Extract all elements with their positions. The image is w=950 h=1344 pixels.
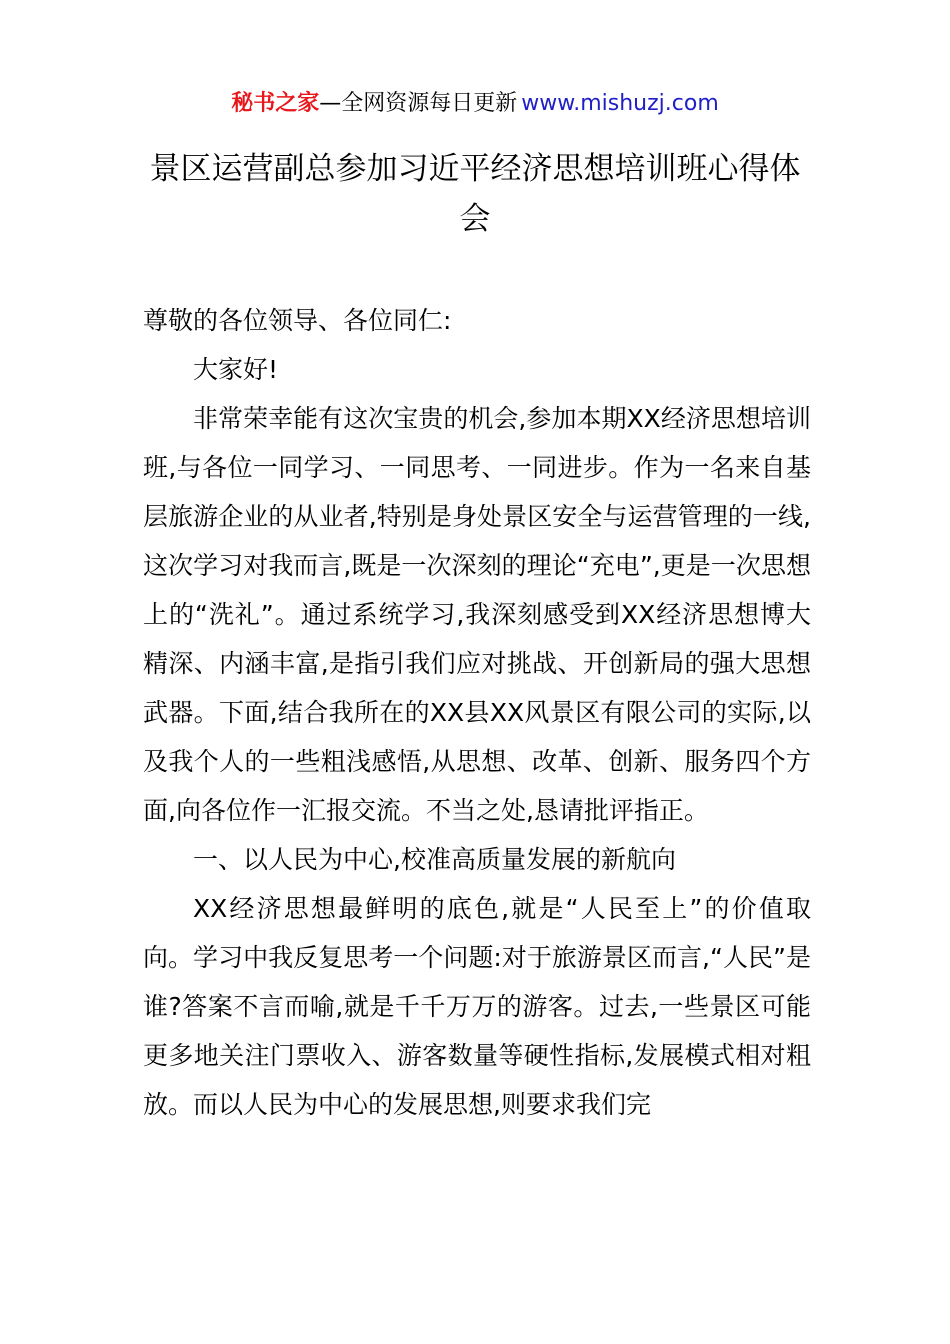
section-heading-1: 一、以人民为中心,校准高质量发展的新航向 [193,845,676,874]
site-url-link[interactable]: www.mishuzj.com [521,91,719,116]
site-tagline: —全网资源每日更新 [319,91,518,116]
greeting: 大家好! [193,355,279,384]
document-title: 景区运营副总参加习近平经济思想培训班心得体会 [149,151,801,237]
salutation: 尊敬的各位领导、各位同仁: [143,306,452,335]
paragraph-section-1: XX经济思想最鲜明的底色,就是“人民至上”的价值取向。学习中我反复思考一个问题:对于旅游景区而言,“人民”是谁?答案不言而喻,就是千千万万的游客。过去,一些景区可能更多地关注门票收入、游客数量等硬性指标,发展模式相对粗放。而以人民为中心的发展思想,则要求我们完 [143,894,811,1119]
document-body [143,296,811,1129]
site-brand: 秘书之家 [231,91,320,116]
site-header [0,86,950,122]
paragraph-intro: 非常荣幸能有这次宝贵的机会,参加本期XX经济思想培训班,与各位一同学习、一同思考、一同进步。作为一名来自基层旅游企业的从业者,特别是身处景区安全与运营管理的一线,这次学习对我而言,既是一次深刻的理论“充电”,更是一次思想上的“洗礼”。通过系统学习,我深刻感受到XX经济思想博大精深、内涵丰富,是指引我们应对挑战、开创新局的强大思想武器。下面,结合我所在的XX县XX风景区有限公司的实际,以及我个人的一些粗浅感悟,从思想、改革、创新、服务四个方面,向各位作一汇报交流。不当之处,恳请批评指正。 [143,404,811,825]
